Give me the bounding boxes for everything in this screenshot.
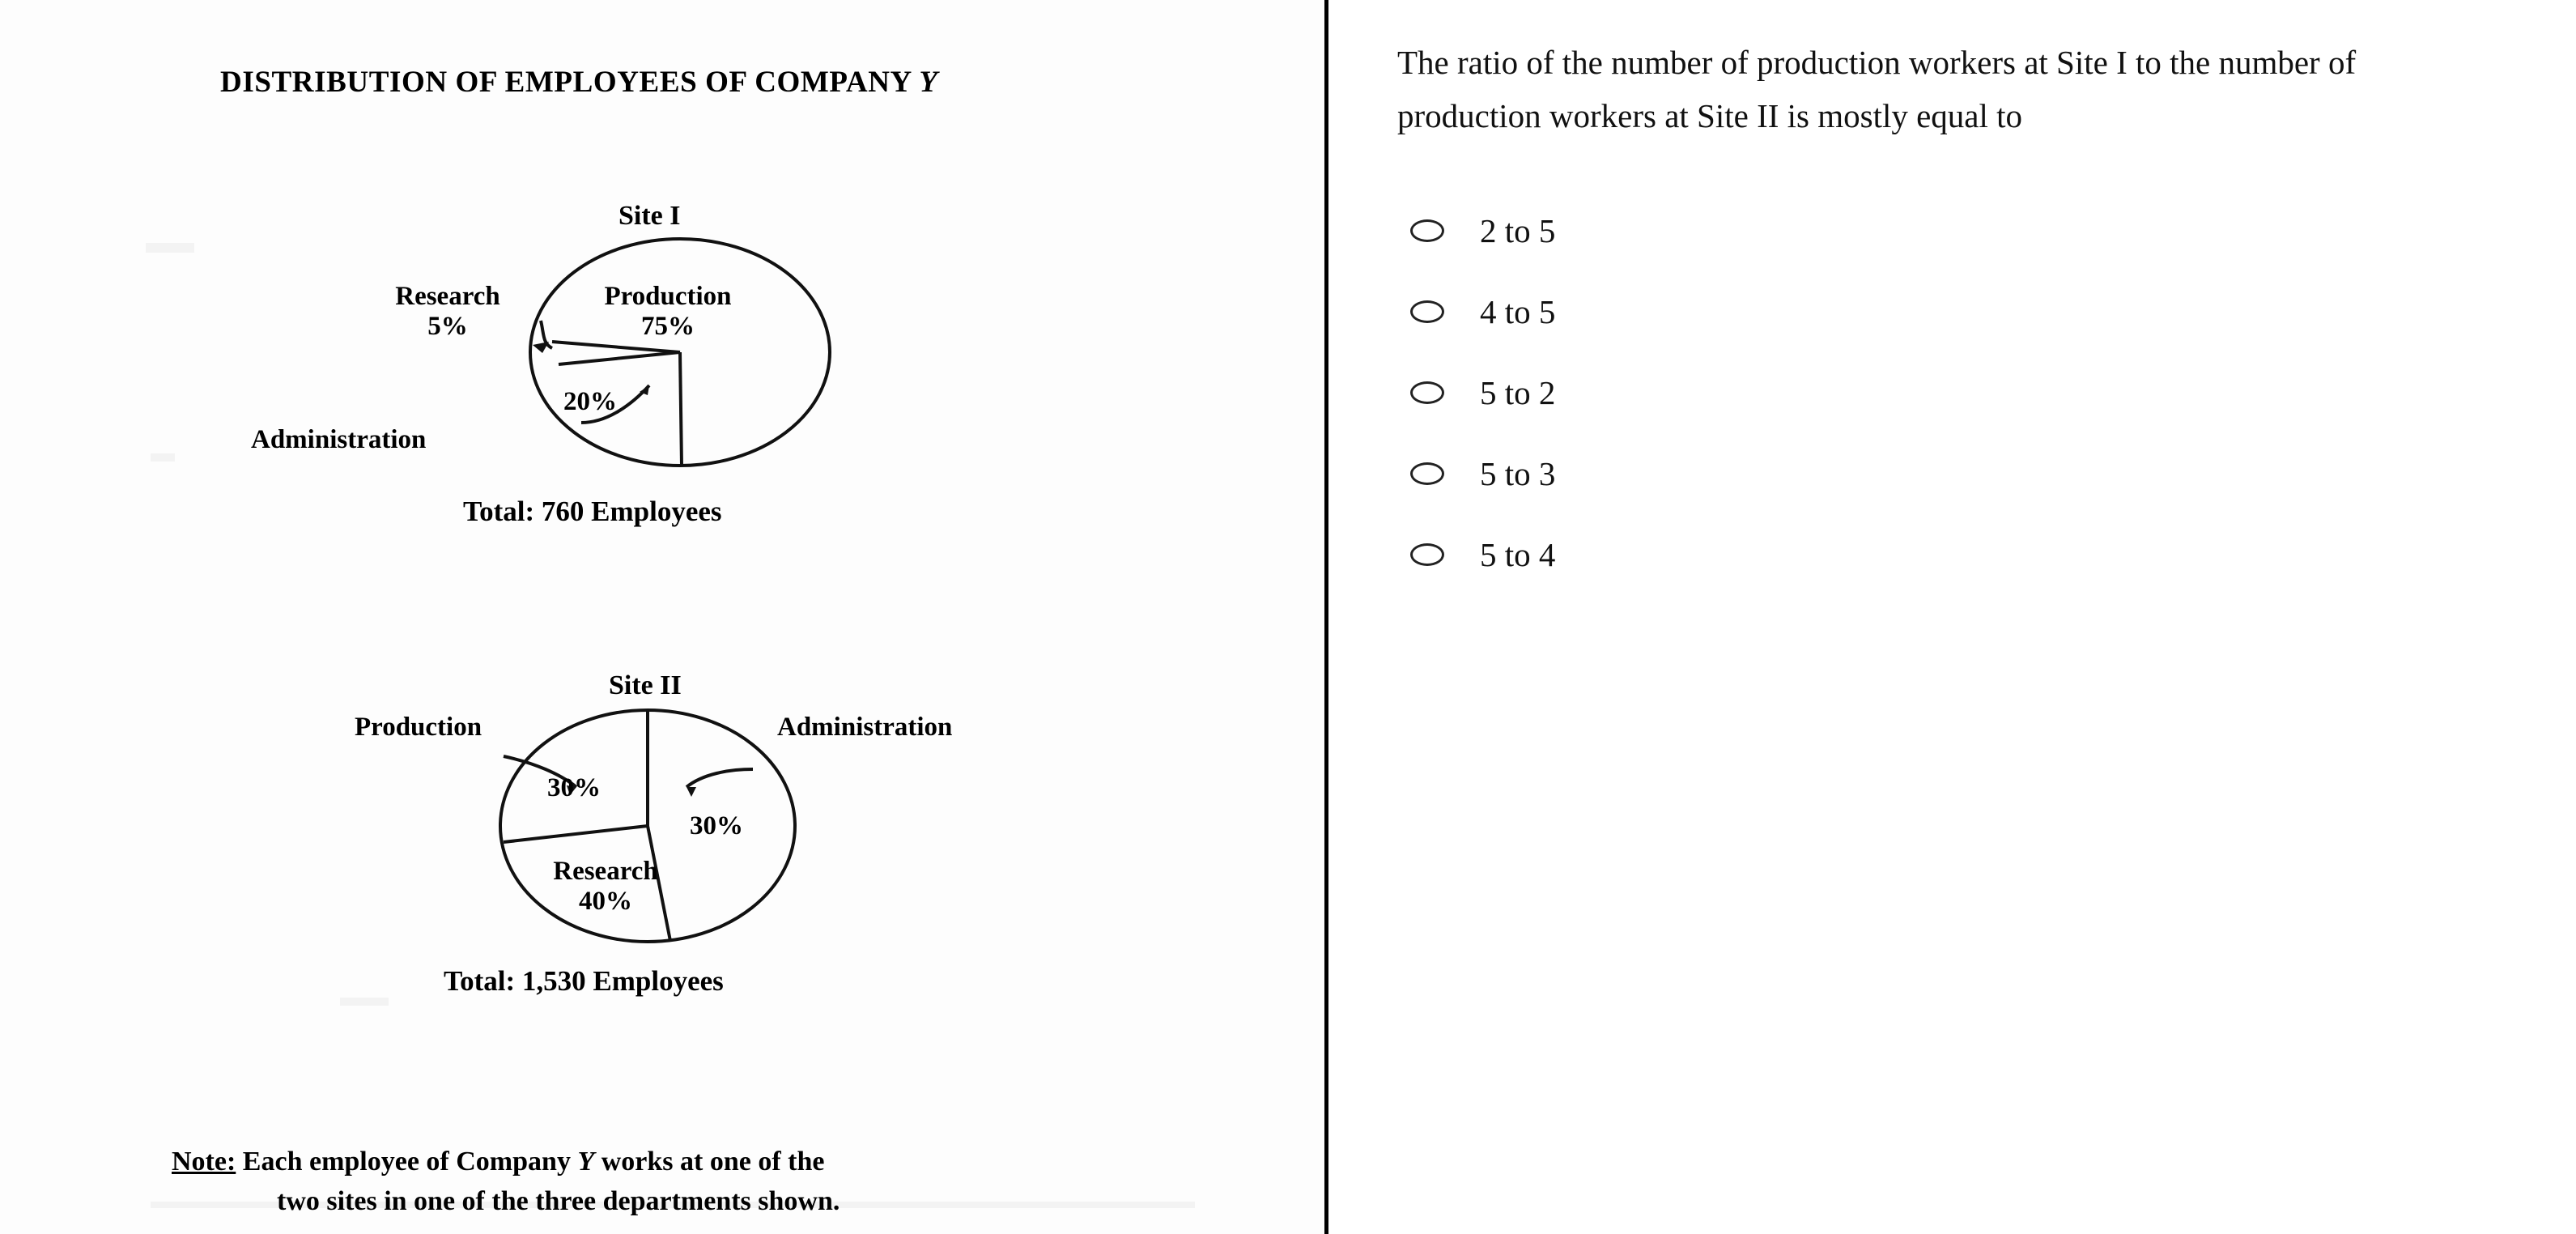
site1-research-label: [346, 282, 549, 342]
answer-choice-label: 4 to 5: [1480, 292, 1556, 330]
site1-administration-label: [251, 425, 426, 455]
answer-choice-label: 5 to 2: [1480, 373, 1556, 411]
scan-artifact: [151, 453, 175, 462]
radio-button-icon[interactable]: [1410, 219, 1444, 242]
site1-pie-chart: [510, 235, 850, 470]
answer-choice-label: 2 to 5: [1480, 211, 1556, 249]
site2-production-value-label: [547, 773, 601, 803]
note-line-1: Each employee of Company Y works at one of the: [242, 1147, 825, 1177]
radio-button-icon[interactable]: [1410, 381, 1444, 404]
answer-choice-1[interactable]: [1397, 190, 2527, 271]
site1-production-name: Production: [604, 282, 732, 311]
site2-administration-value: 30%: [690, 811, 743, 840]
site2-administration-label: [777, 713, 952, 743]
answer-choice-5[interactable]: [1397, 514, 2527, 595]
question-panel: [1324, 0, 2576, 1234]
site2-production-label: [355, 713, 482, 743]
scan-artifact: [146, 243, 194, 253]
answer-choices: [1397, 190, 2527, 595]
site1-research-value: 5%: [427, 311, 468, 341]
site2-production-value: 30%: [547, 773, 601, 802]
site1-administration-value: 20%: [563, 387, 617, 416]
answer-choice-3[interactable]: [1397, 352, 2527, 433]
site2-title: Site II: [609, 670, 682, 700]
answer-choice-4[interactable]: [1397, 433, 2527, 514]
scan-artifact: [340, 998, 389, 1006]
site1-production-value: 75%: [641, 311, 695, 341]
site2-total: Total: 1,530 Employees: [444, 965, 724, 997]
answer-choice-2[interactable]: [1397, 271, 2527, 352]
site1-total: Total: 760 Employees: [463, 496, 722, 527]
site2-research-name: Research: [553, 857, 658, 886]
site2-administration-name: Administration: [777, 713, 953, 742]
figure-note: [172, 1142, 1248, 1222]
figure-title-text: DISTRIBUTION OF EMPLOYEES OF COMPANY Y: [220, 66, 938, 99]
figure-title: [220, 65, 938, 100]
radio-button-icon[interactable]: [1410, 462, 1444, 485]
site1-research-name: Research: [395, 282, 500, 311]
note-line-2: two sites in one of the three departments shown.: [277, 1186, 840, 1217]
radio-button-icon[interactable]: [1410, 300, 1444, 323]
site2-production-name: Production: [355, 713, 482, 742]
site1-production-label: [567, 282, 769, 342]
question-text: The ratio of the number of production workers at Site I to the number of production workers at Site II is mostly equal to: [1397, 44, 2357, 135]
site1-title: Site I: [618, 201, 681, 231]
note-label: Note:: [172, 1147, 236, 1177]
site2-research-value: 40%: [579, 886, 632, 916]
radio-button-icon[interactable]: [1410, 543, 1444, 566]
site2-research-label: [508, 857, 703, 917]
site2-administration-value-label: [690, 811, 743, 841]
site1-administration-name: Administration: [251, 425, 427, 454]
answer-choice-label: 5 to 4: [1480, 535, 1556, 573]
site1-administration-value-label: [563, 387, 617, 417]
answer-choice-label: 5 to 3: [1480, 454, 1556, 492]
